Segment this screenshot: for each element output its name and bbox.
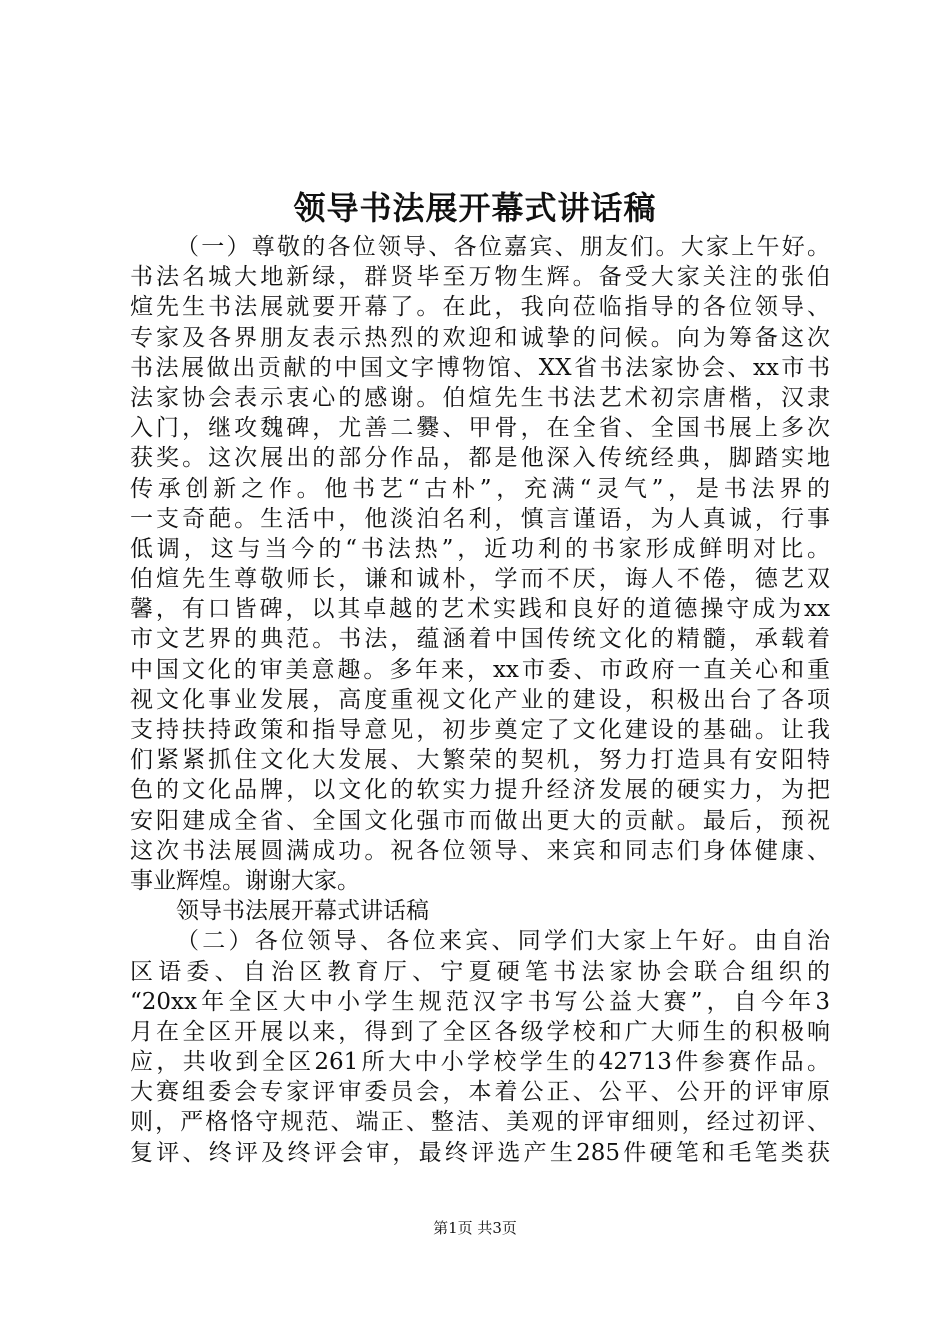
body-line: （一）尊敬的各位领导、各位嘉宾、朋友们。大家上午好。	[176, 234, 830, 260]
body-line: 伯煊先生尊敬师长，谦和诚朴，学而不厌，诲人不倦，德艺双	[130, 566, 830, 593]
body-line: 法家协会表示衷心的感谢。伯煊先生书法艺术初宗唐楷，汉隶	[130, 384, 830, 411]
body-line: 传承创新之作。他书艺“古朴”，充满“灵气”，是书法界的	[130, 475, 830, 502]
body-line: 馨，有口皆碑，以其卓越的艺术实践和良好的道德操守成为xx	[130, 596, 830, 623]
body-line: 安阳建成全省、全国文化强市而做出更大的贡献。最后，预祝	[130, 807, 830, 834]
body-line: 入门，继攻魏碑，尤善二爨、甲骨，在全省、全国书展上多次	[130, 415, 830, 442]
body-line: 月在全区开展以来，得到了全区各级学校和广大师生的积极响	[130, 1018, 830, 1045]
body-line: 事业辉煌。谢谢大家。	[130, 867, 360, 894]
body-line: 应，共收到全区261所大中小学校学生的42713件参赛作品。	[130, 1049, 830, 1076]
body-line: 获奖。这次展出的部分作品，都是他深入传统经典，脚踏实地	[130, 445, 830, 472]
body-line: 区语委、自治区教育厅、宁夏硬笔书法家协会联合组织的	[130, 958, 830, 985]
body-line: 低调，这与当今的“书法热”，近功利的书家形成鲜明对比。	[130, 535, 830, 562]
body-line: 煊先生书法展就要开幕了。在此，我向莅临指导的各位领导、	[130, 294, 830, 321]
body-line: 色的文化品牌，以文化的软实力提升经济发展的硬实力，为把	[130, 777, 830, 804]
body-line: （二）各位领导、各位来宾、同学们大家上午好。由自治	[176, 928, 830, 955]
body-line: 复评、终评及终评会审，最终评选产生285件硬笔和毛笔类获	[130, 1139, 830, 1166]
page-footer: 第1页 共3页	[433, 1219, 517, 1237]
body-line: 这次书法展圆满成功。祝各位领导、来宾和同志们身体健康、	[130, 837, 830, 864]
body-line: 专家及各界朋友表示热烈的欢迎和诚挚的问候。向为筹备这次	[130, 324, 830, 351]
body-line: 书法展做出贡献的中国文字博物馆、XX省书法家协会、xx市书	[130, 354, 830, 381]
body-line: 视文化事业发展，高度重视文化产业的建设，积极出台了各项	[130, 686, 830, 713]
body-line: 市文艺界的典范。书法，蕴涵着中国传统文化的精髓，承载着	[130, 626, 830, 653]
document-title: 领导书法展开幕式讲话稿	[293, 189, 657, 227]
body-line: 们紧紧抓住文化大发展、大繁荣的契机，努力打造具有安阳特	[130, 747, 830, 774]
body-line: 则，严格恪守规范、端正、整洁、美观的评审细则，经过初评、	[130, 1109, 830, 1136]
body-line: “20xx年全区大中小学生规范汉字书写公益大赛”，自今年3	[130, 988, 830, 1015]
body-line: 大赛组委会专家评审委员会，本着公正、公平、公开的评审原	[130, 1079, 830, 1106]
body-line: 支持扶持政策和指导意见，初步奠定了文化建设的基础。让我	[130, 717, 830, 743]
body-line: 书法名城大地新绿，群贤毕至万物生辉。备受大家关注的张伯	[130, 264, 830, 291]
body-line: 中国文化的审美意趣。多年来，xx市委、市政府一直关心和重	[130, 656, 830, 683]
body-line: 领导书法展开幕式讲话稿	[176, 898, 429, 925]
body-line: 一支奇葩。生活中，他淡泊名利，慎言谨语，为人真诚，行事	[130, 505, 830, 532]
document-body	[130, 232, 830, 1168]
